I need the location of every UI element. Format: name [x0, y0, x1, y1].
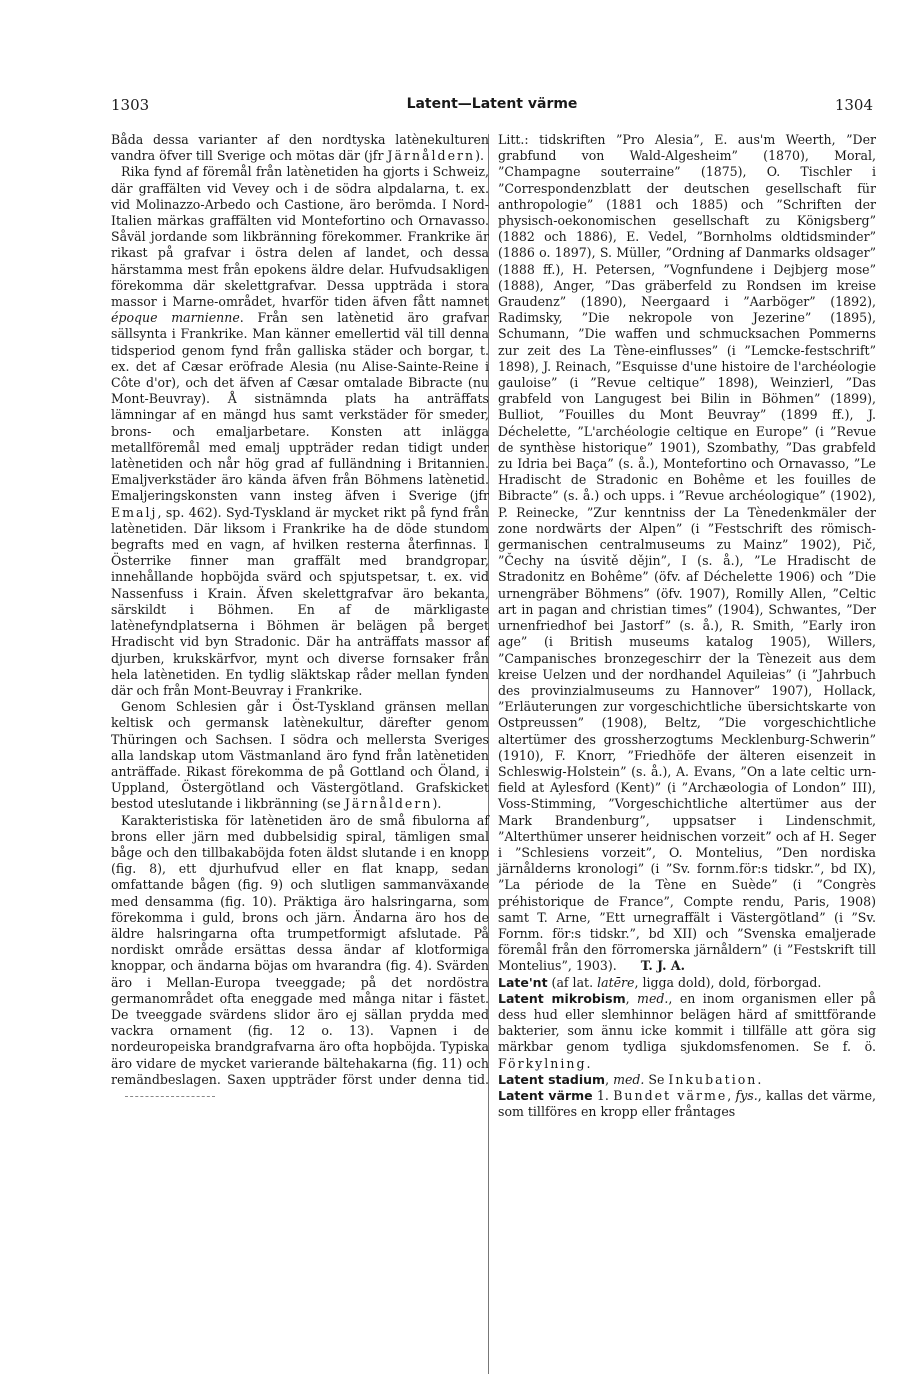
paragraph: Båda dessa varianter af den nordtyska latènekulturen vandra öfver till Sverige och mötas där (jfr Järnåldern).	[111, 132, 489, 164]
paragraph: Genom Schlesien går i Öst-Tyskland gränsen mellan keltisk och germansk latènekultur, därefter genom Thüringen och Sachsen. I södra och mellersta Sveriges alla landskap utom Västmanland äro fynd från latènetiden anträffade. Rikast förekomma de på Gottland och Öland, i Uppland, Östergötland och Västergötland. Grafskicket bestod uteslutande i likbränning (se Järnåldern).	[111, 699, 489, 812]
paragraph: Rika fynd af föremål från latènetiden ha gjorts i Schweiz, där graffälten vid Vevey och i de södra alpdalarna, t. ex. vid Molinazzo-Arbedo och Castione, äro berömda. I Nord-Italien märkas graffälten vid Montefortino och Ornavasso. Såväl jordande som likbränning förekommer. Frankrike är rikast på grafvar i östra delen af landet, och dessa härstamma mest från epokens äldre delar. Hufvudsakligen förekomma där skelettgrafvar. Dessa uppträda i stora massor i Marne-området, hvarför tiden äfven fått namnet époque marnienne. Från sen latènetid äro grafvar sällsynta i Frankrike. Man känner emellertid väl till denna tidsperiod genom fynd från galliska städer och borgar, t. ex. det af Cæsar eröfrade Alesia (nu Alise-Sainte-Reine i Côte d'or), och det äfven af Cæsar omtalade Bibracte (nu Mont-Beuvray). Å sistnämnda plats ha anträffats lämningar af en mängd hus samt verkstäder för smeder, brons- och emaljarbetare. Konsten att inlägga metallföremål med emalj uppträder redan tidigt under latènetiden och når hög grad af fulländning i Britannien. Emaljverkstäder äro kända äfven från Böhmens latènetid. Emaljeringskonsten vann insteg äfven i Sverige (jfr Emalj, sp. 462). Syd-Tyskland är mycket rikt på fynd från latènetiden. Där liksom i Frankrike ha de döde stundom begrafts med en vagn, af hvilken resterna återfinnas. I Österrike finner man graffält med brandgropar, innehållande hopböjda svärd och spjutspetsar, t. ex. vid Nassenfuss i Krain. Äfven skelettgrafvar äro bekanta, särskildt i Böhmen. En af de märkligaste latènefyndplatserna i Böhmen är belägen på berget Hradischt vid byn Stradonic. Där ha anträffats massor af djurben, krukskärfvor, mynt och diverse fornsaker från hela latènetiden. En tydlig släktskap råder mellan fynden där och från Mont-Beuvray i Frankrike.	[111, 164, 489, 698]
literature-paragraph: Litt.: tidskriften ”Pro Alesia”, E. aus'm Weerth, ”Der grabfund von Wald-Algesheim” (1870), Moral, ”Champagne souterraine” (1875), O. Tischler i ”Correspondenzblatt der deutschen gesellschaft für anthropologie” (1881 och 1885) och ”Schriften der physisch-oekonomischen gesellschaft zu Königsberg” (1882 och 1886), E. Vedel, ”Bornholms oldtidsminder” (1886 o. 1897), S. Müller, ”Ordning af Danmarks oldsager” (1888 ff.), H. Petersen, ”Vognfundene i Dejbjerg mose” (1888), Anger, ”Das gräberfeld zu Rondsen im kreise Graudenz” (1890), Neergaard i ”Aarböger” (1892), Radimsky, ”Die nekropole von Jezerine” (1895), Schumann, ”Die waffen und schmucksachen Pommerns zur zeit des La Tène-einflusses” (i ”Lemcke-festschrift” 1898), J. Reinach, ”Esquisse d'une histoire de l'archéologie gauloise” (i ”Revue celtique” 1898), Weinzierl, ”Das grabfeld von Langugest bei Bilin in Böhmen” (1899), Bulliot, ”Fouilles du Mont Beuvray” (1899 ff.), J. Déchelette, ”L'archéologie celtique en Europe” (i ”Revue de synthèse historique” 1901), Szombathy, ”Das grabfeld zu Idria bei Baça” (s. å.), Montefortino och Ornavasso, ”Le Hradischt de Stradonic en Bohême et les fouilles de Bibracte” (s. å.) och upps. i ”Revue archéologique” (1902), P. Reinecke, ”Zur kenntniss der La Tènedenkmäler der zone nordwärts der Alpen” (i ”Festschrift des römisch-germanischen centralmuseums zu Mainz” 1902), Pič, ”Čechy na úsvitě dějin”, I (s. å.), ”Le Hradischt de Stradonitz en Bohême” (öfv. af Déchelette 1906) och ”Die urnengräber Böhmens” (öfv. 1907), Romilly Allen, ”Celtic art in pagan and christian times” (1904), Schwantes, ”Der urnenfriedhof bei Jastorf” (s. å.), R. Smith, ”Early iron age” (i British museums katalog 1905), Willers, ”Campanisches bronzegeschirr der la Tènezeit aus dem kreise Uelzen und der nordhandel Aquileias” (i ”Jahrbuch des provinzialmuseums zu Hannover” 1907), Hollack, ”Erläuterungen zur vorgeschichtliche übersichtskarte von Ostpreussen” (1908), Beltz, ”Die vorgeschichtliche altertümer des grossherzogtums Mecklenburg-Schwerin” (1910), F. Knorr, ”Friedhöfe der älteren eisenzeit in Schleswig-Holstein” (s. å.), A. Evans, ”On a late celtic urn-field at Aylesford (Kent)” (i ”Archæologia of London” III), Voss-Stimming, ”Vorgeschichtliche altertümer aus der Mark Brandenburg”, uppsatser i Lindenschmit, ”Alterthümer unserer heidnischen vorzeit” och af H. Seger i ”Schlesiens vorzeit”, O. Montelius, ”Den nordiska järnålderns kronologi” (i ”Sv. fornm.för:s tidskr.”, bd IX), ”La période de la Tène en Suède” (i ”Congrès préhistorique de France”, Compte rendu, Paris, 1908) samt T. Arne, ”Ett urnegraffält i Västergötland” (i ”Sv. Fornm. för:s tidskr.”, bd XII) och ”Svenska emaljerade föremål från den förromerska järnåldern” (i ”Festskrift till Montelius”, 1903). T. J. A.	[498, 132, 876, 974]
left-column	[111, 132, 489, 1104]
author-signature: T. J. A.	[640, 958, 685, 974]
entry-latent-mikrobism: Latent mikrobism, med., en inom organismen eller på dess hud eller slemhinnor belägen härd af smittförande bakterier, som ännu icke kommit i tillfälle att göra sig märkbar genom tydliga sjukdomsfenomen. Se f. ö. Förkylning.	[498, 990, 876, 1071]
headword: Latent mikrobism	[498, 990, 626, 1006]
cross-reference: Bundet värme	[613, 1087, 728, 1103]
section-end-rule	[125, 1096, 215, 1097]
cross-reference: Inkubation	[668, 1071, 758, 1087]
cross-reference: Järnåldern	[387, 148, 476, 164]
headword: Latent stadium	[498, 1071, 606, 1087]
right-column	[498, 132, 876, 1120]
entry-latent: Late'nt (af lat. latēre, ligga dold), dold, förborgad.	[498, 974, 822, 990]
page-header	[111, 96, 873, 118]
cross-reference: Emalj	[111, 504, 158, 520]
page-number-left: 1303	[111, 96, 150, 114]
cross-reference: Järnåldern	[344, 796, 433, 812]
page-number-right: 1304	[834, 96, 873, 114]
headword: Latent värme	[498, 1087, 593, 1103]
cross-reference: Förkylning	[498, 1055, 587, 1071]
running-title: Latent—Latent värme	[406, 96, 578, 112]
entry-latent-stadium: Latent stadium, med. Se Inkubation.	[498, 1071, 762, 1087]
headword: Late'nt	[498, 974, 548, 990]
paragraph: Karakteristiska för latènetiden äro de små fibulorna af brons eller järn med dubbelsidig spiral, tämligen smal båge och den tillbakaböjda foten äldst slutande i en knopp (fig. 8), ett djurhufvud eller en flat knapp, sedan omfattande bågen (fig. 9) och slutligen sammanväxande med densamma (fig. 10). Präktiga äro halsringarna, som förekomma i guld, brons och järn. Ändarna äro hos de äldre halsringarna ofta trumpetformigt afslutade. På nordiskt område ersättas dessa ändar af klotformiga knoppar, och ändarna böjas om hvarandra (fig. 4). Svärden äro i Mellan-Europa tveeggade; på det nordöstra germanområdet ofta eneggade med många nitar i fästet. De tveeggade svärdens slidor äro ej sällan prydda med vackra ornament (fig. 12 o. 13). Vapnen i de nordeuropeiska brandgrafvarna äro ofta hopböjda. Typiska äro vidare de mycket varierande bältehakarna (fig. 11) och remändbeslagen. Saxen uppträder först under denna tid.	[111, 813, 489, 1105]
entry-latent-varme: Latent värme 1. Bundet värme, fys., kallas det värme, som tillföres en kropp eller fråntages	[498, 1087, 876, 1120]
